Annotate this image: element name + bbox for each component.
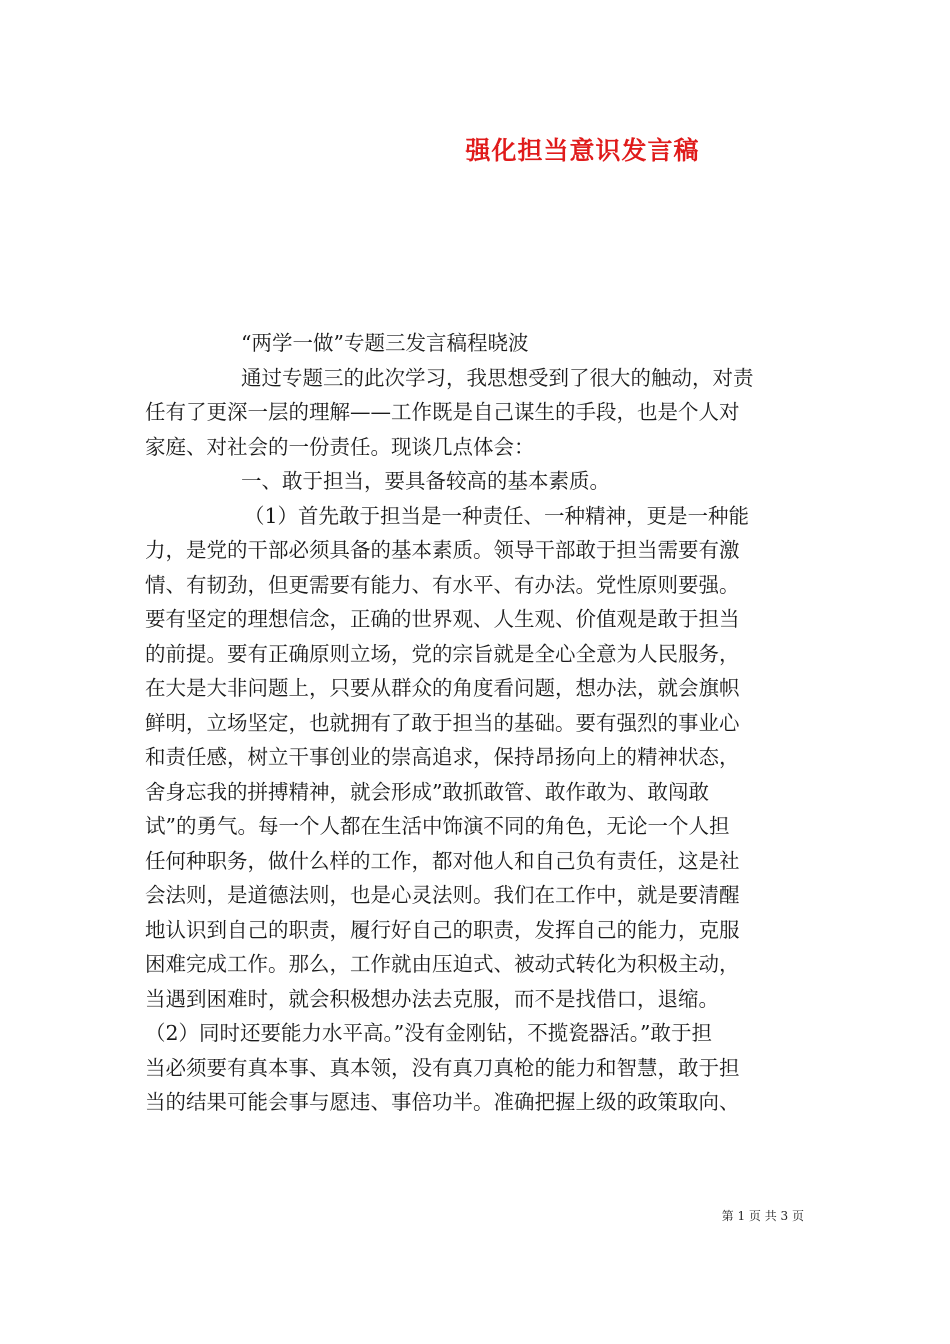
paragraph-line: 舍身忘我的拼搏精神，就会形成”敢抓敢管、敢作敢为、敢闯敢 [145,779,709,804]
paragraph-line: 鲜明，立场坚定，也就拥有了敢于担当的基础。要有强烈的事业心 [145,710,740,735]
section-heading: 一、敢于担当，要具备较高的基本素质。 [241,469,610,493]
paragraph-line: 家庭、对社会的一份责任。现谈几点体会： [145,434,535,459]
paragraph-line: 困难完成工作。那么，工作就由压迫式、被动式转化为积极主动， [145,952,740,976]
paragraph-line: 地认识到自己的职责，履行好自己的职责，发挥自己的能力，克服 [145,917,740,942]
document-body [145,326,805,1120]
paragraph-line: 任有了更深一层的理解——工作既是自己谋生的手段，也是个人对 [145,400,740,424]
paragraph-line: 力，是党的干部必须具备的基本素质。领导干部敢于担当需要有激 [145,538,740,562]
document-title: 强化担当意识发言稿 [465,136,700,165]
paragraph-line: （2）同时还要能力水平高。”没有金刚钻，不揽瓷器活。”敢于担 [145,1021,713,1045]
paragraph-line: 通过专题三的此次学习，我思想受到了很大的触动，对责 [241,365,754,390]
page-number-footer: 第 1 页 共 3 页 [721,1209,804,1223]
subtitle-line: “两学一做”专题三发言稿程晓波 [241,331,529,355]
paragraph-line: （1）首先敢于担当是一种责任、一种精神，更是一种能 [244,503,750,528]
paragraph-line: 会法则，是道德法则，也是心灵法则。我们在工作中，就是要清醒 [145,883,740,907]
paragraph-line: 在大是大非问题上，只要从群众的角度看问题，想办法，就会旗帜 [145,676,740,700]
paragraph-line: 当遇到困难时，就会积极想办法去克服，而不是找借口，退缩。 [145,986,719,1011]
paragraph-line: 和责任感，树立干事创业的崇高追求，保持昂扬向上的精神状态， [145,745,740,769]
paragraph-line: 试”的勇气。每一个人都在生活中饰演不同的角色，无论一个人担 [145,814,730,838]
paragraph-line: 情、有韧劲，但更需要有能力、有水平、有办法。党性原则要强。 [145,572,740,597]
paragraph-line: 的前提。要有正确原则立场，党的宗旨就是全心全意为人民服务， [145,641,740,666]
paragraph-line: 任何种职务，做什么样的工作，都对他人和自己负有责任，这是社 [145,848,740,873]
paragraph-line: 要有坚定的理想信念，正确的世界观、人生观、价值观是敢于担当 [145,607,740,631]
paragraph-line: 当必须要有真本事、真本领，没有真刀真枪的能力和智慧，敢于担 [145,1055,740,1080]
paragraph-line: 当的结果可能会事与愿违、事倍功半。准确把握上级的政策取向、 [145,1090,740,1114]
